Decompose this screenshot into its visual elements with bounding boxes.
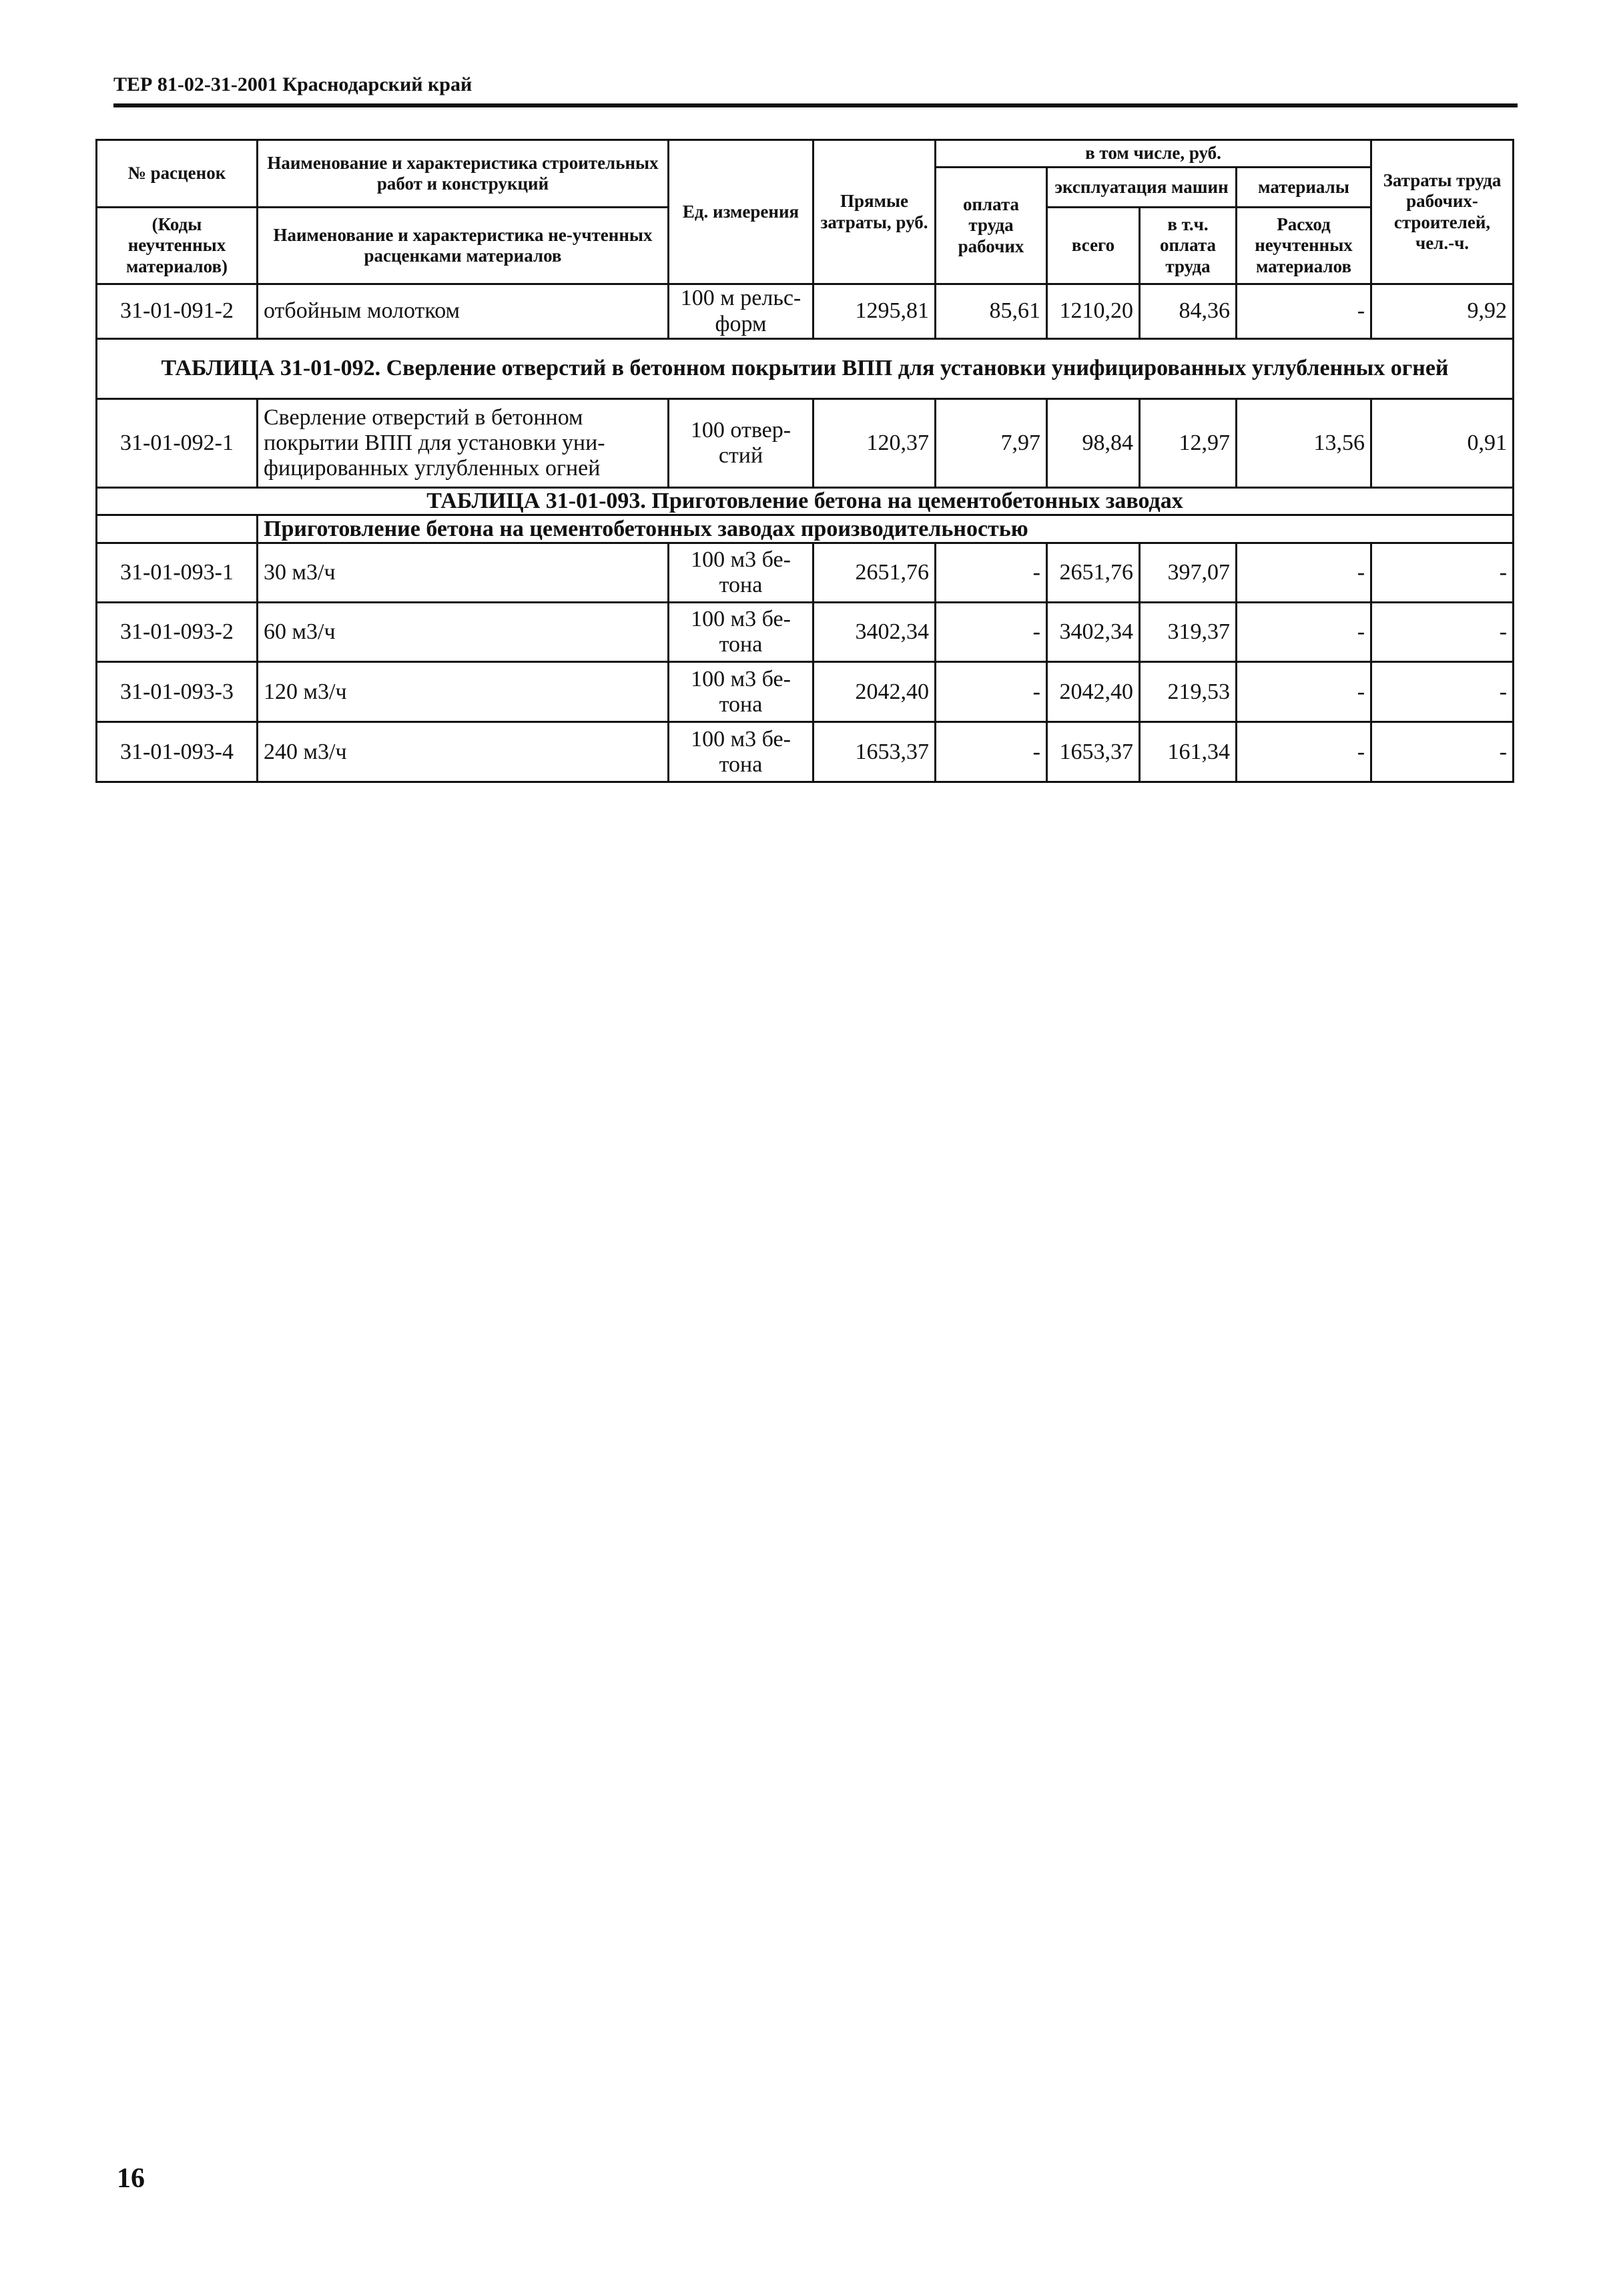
materials: -: [1237, 603, 1371, 662]
labor-costs: -: [1371, 603, 1514, 662]
header-rule: [113, 103, 1518, 107]
col-header-including: в том числе, руб.: [936, 140, 1371, 168]
col-header-name-top: Наименование и характеристика строительных работ и конструкций: [258, 140, 669, 208]
labor-costs: -: [1371, 722, 1514, 782]
machine-labor: 219,53: [1140, 662, 1237, 722]
table-row: [97, 662, 1514, 722]
machine-total: 2042,40: [1047, 662, 1140, 722]
labor-pay: 85,61: [936, 284, 1047, 339]
rate-code: 31-01-092-1: [97, 399, 258, 488]
table-row: [97, 543, 1514, 603]
materials: -: [1237, 543, 1371, 603]
section-title-093: ТАБЛИЦА 31-01-093. Приготовление бетона на цементобетонных заводах: [97, 488, 1514, 515]
work-name: 120 м3/ч: [258, 662, 669, 722]
machine-labor: 12,97: [1140, 399, 1237, 488]
col-header-direct-costs: Прямые затраты, руб.: [814, 140, 936, 284]
col-header-machine-total: всего: [1047, 208, 1140, 284]
labor-pay: -: [936, 603, 1047, 662]
unit: 100 м3 бе-тона: [669, 662, 814, 722]
table-row: [97, 399, 1514, 488]
work-name: 30 м3/ч: [258, 543, 669, 603]
labor-costs: -: [1371, 543, 1514, 603]
direct-costs: 1653,37: [814, 722, 936, 782]
labor-costs: 0,91: [1371, 399, 1514, 488]
unit: 100 м3 бе-тона: [669, 722, 814, 782]
materials: -: [1237, 284, 1371, 339]
document-header: ТЕР 81-02-31-2001 Краснодарский край: [113, 73, 472, 95]
unit: 100 м3 бе-тона: [669, 603, 814, 662]
machine-labor: 161,34: [1140, 722, 1237, 782]
labor-pay: -: [936, 722, 1047, 782]
col-header-code-top: № расценок: [97, 140, 258, 208]
direct-costs: 120,37: [814, 399, 936, 488]
col-header-materials: материалы: [1237, 168, 1371, 208]
rate-code: 31-01-093-4: [97, 722, 258, 782]
labor-pay: -: [936, 662, 1047, 722]
subsection-title-093: Приготовление бетона на цементобетонных заводах производительностью: [258, 515, 1514, 543]
section-title-092: ТАБЛИЦА 31-01-092. Сверление отверстий в бетонном покрытии ВПП для установки унифицированных углубленных огней: [97, 339, 1514, 399]
direct-costs: 2651,76: [814, 543, 936, 603]
col-header-materials-sub: Расход неучтенных материалов: [1237, 208, 1371, 284]
machine-total: 2651,76: [1047, 543, 1140, 603]
materials: -: [1237, 722, 1371, 782]
table-row: [97, 722, 1514, 782]
machine-total: 98,84: [1047, 399, 1140, 488]
machine-total: 1210,20: [1047, 284, 1140, 339]
col-header-labor-pay: оплата труда рабочих: [936, 168, 1047, 284]
rate-code: 31-01-093-2: [97, 603, 258, 662]
col-header-code-bottom: (Коды неучтенных материалов): [97, 208, 258, 284]
rate-code: 31-01-091-2: [97, 284, 258, 339]
unit: 100 м рельс-форм: [669, 284, 814, 339]
table-row: [97, 284, 1514, 339]
materials: 13,56: [1237, 399, 1371, 488]
machine-labor: 319,37: [1140, 603, 1237, 662]
unit: 100 м3 бе-тона: [669, 543, 814, 603]
page-number: 16: [117, 2163, 145, 2194]
labor-costs: -: [1371, 662, 1514, 722]
table-row: [97, 603, 1514, 662]
work-name: отбойным молотком: [258, 284, 669, 339]
machine-total: 3402,34: [1047, 603, 1140, 662]
rate-code: 31-01-093-3: [97, 662, 258, 722]
col-header-labor-costs: Затраты труда рабочих-строителей, чел.-ч.: [1371, 140, 1514, 284]
col-header-unit: Ед. измерения: [669, 140, 814, 284]
labor-costs: 9,92: [1371, 284, 1514, 339]
rates-table: [95, 139, 1514, 783]
col-header-name-bottom: Наименование и характеристика не-учтенных расценками материалов: [258, 208, 669, 284]
col-header-machine-labor: в т.ч. оплата труда: [1140, 208, 1237, 284]
work-name: 60 м3/ч: [258, 603, 669, 662]
direct-costs: 3402,34: [814, 603, 936, 662]
machine-total: 1653,37: [1047, 722, 1140, 782]
direct-costs: 1295,81: [814, 284, 936, 339]
machine-labor: 397,07: [1140, 543, 1237, 603]
direct-costs: 2042,40: [814, 662, 936, 722]
unit: 100 отвер-стий: [669, 399, 814, 488]
work-name: 240 м3/ч: [258, 722, 669, 782]
work-name: Сверление отверстий в бетонном покрытии ВПП для установки уни-фицированных углубленных огней: [258, 399, 669, 488]
machine-labor: 84,36: [1140, 284, 1237, 339]
labor-pay: 7,97: [936, 399, 1047, 488]
col-header-machine-operation: эксплуатация машин: [1047, 168, 1237, 208]
materials: -: [1237, 662, 1371, 722]
labor-pay: -: [936, 543, 1047, 603]
rate-code: 31-01-093-1: [97, 543, 258, 603]
